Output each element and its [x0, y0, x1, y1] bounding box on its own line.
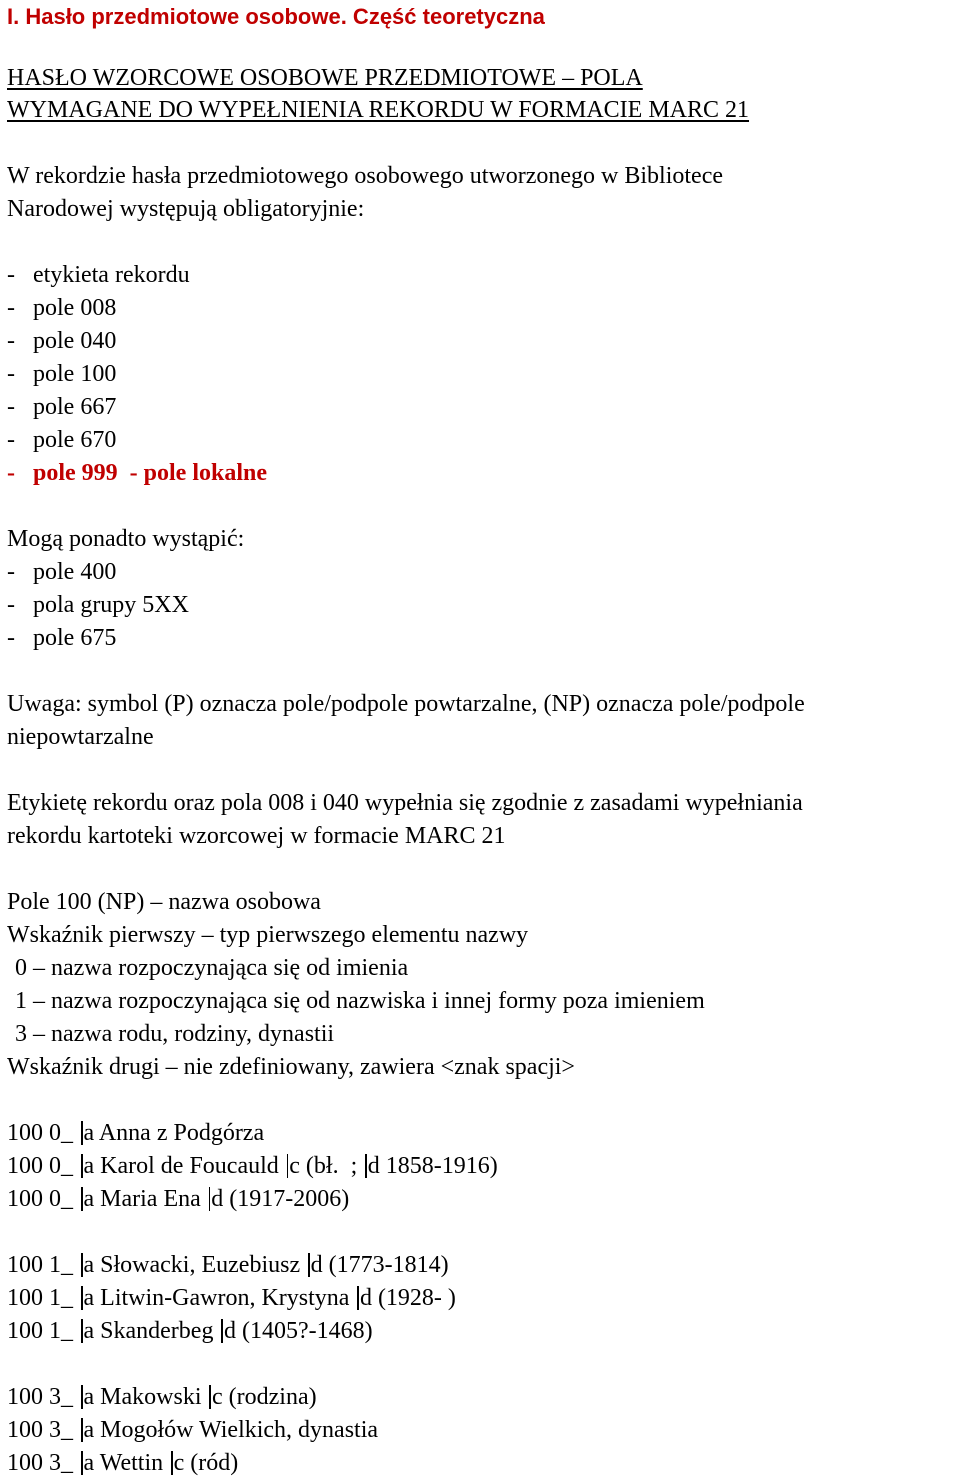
subfield-delimiter-icon: [171, 1451, 173, 1475]
subfield-delimiter-icon: [308, 1253, 310, 1277]
field-100-title: Pole 100 (NP) – nazwa osobowa: [7, 889, 321, 915]
list-item: - pole 040: [7, 328, 117, 354]
subfield-delimiter-icon: [81, 1253, 83, 1277]
optional-list: [7, 556, 957, 655]
list-item: - pola grupy 5XX: [7, 592, 189, 618]
list-item: - etykieta rekordu: [7, 262, 190, 288]
list-item: - pole 667: [7, 394, 117, 420]
example-record: 100 1_ a Skanderbeg d (1405?-1468): [7, 1318, 373, 1344]
section-header: I. Hasło przedmiotowe osobowe. Część teoretyczna: [7, 4, 545, 29]
note-line-2: niepowtarzalne: [7, 724, 154, 750]
list-dash: -: [7, 460, 33, 486]
example-record: 100 0_ a Anna z Podgórza: [7, 1120, 265, 1146]
list-item: - pole 670: [7, 427, 117, 453]
indicator-1-value: 1 – nazwa rozpoczynająca się od nazwiska i innej formy poza imieniem: [15, 988, 705, 1014]
mandatory-list: [7, 259, 957, 490]
list-item: - pole 008: [7, 295, 117, 321]
subfield-delimiter-icon: [81, 1418, 83, 1442]
intro-line-1: W rekordzie hasła przedmiotowego osobowego utworzonego w Bibliotece: [7, 163, 724, 189]
subfield-delimiter-icon: [365, 1154, 367, 1178]
subfield-delimiter-icon: [81, 1154, 83, 1178]
subfield-delimiter-icon: [209, 1385, 211, 1409]
example-record: 100 1_ a Słowacki, Euzebiusz d (1773-1814): [7, 1252, 449, 1278]
subfield-delimiter-icon: [81, 1286, 83, 1310]
title-line-2: WYMAGANE DO WYPEŁNIENIA REKORDU W FORMACIE MARC 21: [7, 97, 750, 123]
subfield-delimiter-icon: [81, 1319, 83, 1343]
examples-group-0: [7, 1117, 957, 1216]
list-item: - pole 400: [7, 559, 117, 585]
example-record: 100 3_ a Wettin c (ród): [7, 1450, 239, 1476]
subfield-delimiter-icon: [81, 1187, 83, 1211]
example-record: 100 0_ a Maria Ena d (1917-2006): [7, 1186, 350, 1212]
field-100-section: [7, 886, 957, 1084]
indicator-1-value: 0 – nazwa rozpoczynająca się od imienia: [15, 955, 409, 981]
example-record: 100 3_ a Makowski c (rodzina): [7, 1384, 317, 1410]
document-page: [7, 0, 957, 1480]
optional-intro: Mogą ponadto wystąpić:: [7, 526, 245, 552]
note-line-1: Uwaga: symbol (P) oznacza pole/podpole powtarzalne, (NP) oznacza pole/podpole: [7, 691, 805, 717]
local-field-label: pole 999 - pole lokalne: [33, 460, 268, 486]
indicator-2: Wskaźnik drugi – nie zdefiniowany, zawiera <znak spacji>: [7, 1054, 575, 1080]
example-record: 100 0_ a Karol de Foucauld c (bł. ; d 1858-1916): [7, 1153, 498, 1179]
indicator-1: Wskaźnik pierwszy – typ pierwszego elementu nazwy: [7, 922, 529, 948]
indicator-1-value: 3 – nazwa rodu, rodziny, dynastii: [15, 1021, 335, 1047]
subfield-delimiter-icon: [81, 1121, 83, 1145]
example-record: 100 3_ a Mogołów Wielkich, dynastia: [7, 1417, 379, 1443]
subfield-delimiter-icon: [221, 1319, 223, 1343]
examples-group-3: [7, 1381, 957, 1480]
label-line-1: Etykietę rekordu oraz pola 008 i 040 wypełnia się zgodnie z zasadami wypełniania: [7, 790, 803, 816]
subfield-delimiter-icon: [357, 1286, 359, 1310]
list-item: - pole 675: [7, 625, 117, 651]
list-item: - pole 100: [7, 361, 117, 387]
examples-group-1: [7, 1249, 957, 1348]
title-line-1: HASŁO WZORCOWE OSOBOWE PRZEDMIOTOWE – POLA: [7, 65, 643, 91]
subfield-delimiter-icon: [81, 1451, 83, 1475]
intro-line-2: Narodowej występują obligatoryjnie:: [7, 196, 365, 222]
list-item-local-field: [7, 457, 957, 490]
label-line-2: rekordu kartoteki wzorcowej w formacie MARC 21: [7, 823, 506, 849]
example-record: 100 1_ a Litwin-Gawron, Krystyna d (1928- ): [7, 1285, 456, 1311]
subfield-delimiter-icon: [81, 1385, 83, 1409]
